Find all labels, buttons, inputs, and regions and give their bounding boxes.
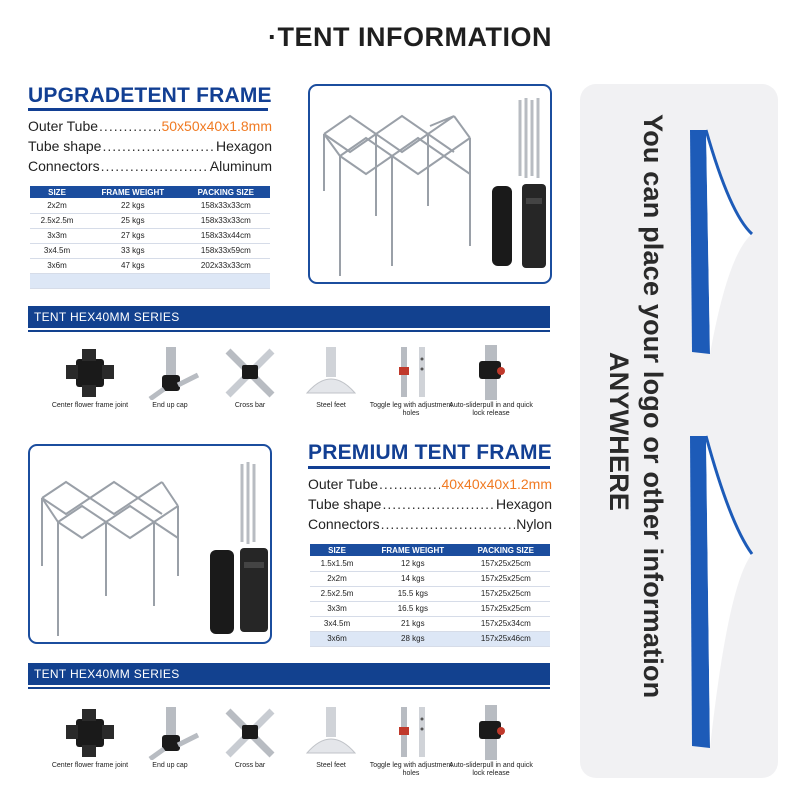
spec-value: Nylon bbox=[516, 516, 552, 532]
cell: 157x25x46cm bbox=[462, 631, 550, 646]
cell: 3x3m bbox=[310, 601, 364, 616]
cell: 22 kgs bbox=[84, 198, 182, 213]
upgrade-spec-table bbox=[30, 186, 270, 289]
part-cross-bar bbox=[205, 345, 295, 410]
table-row bbox=[310, 631, 550, 646]
upgrade-spec-connectors bbox=[28, 158, 272, 174]
cell: 2x2m bbox=[310, 571, 364, 586]
slider-lock-icon bbox=[461, 705, 521, 760]
col-size: SIZE bbox=[310, 544, 364, 556]
table-row bbox=[30, 228, 270, 243]
cell: 157x25x25cm bbox=[462, 556, 550, 571]
end-cap-icon bbox=[140, 705, 200, 760]
band-underline bbox=[28, 687, 550, 689]
cell: 3x4.5m bbox=[30, 243, 84, 258]
premium-frame-photo bbox=[28, 444, 272, 644]
cell: 47 kgs bbox=[84, 258, 182, 273]
premium-spec-tube-shape bbox=[308, 496, 552, 512]
col-weight: FRAME WEIGHT bbox=[364, 544, 462, 556]
cell: 157x25x25cm bbox=[462, 571, 550, 586]
spec-label: Connectors bbox=[28, 158, 100, 174]
logo-placement-panel bbox=[580, 84, 778, 778]
cross-bar-icon bbox=[220, 705, 280, 760]
cell: 2.5x2.5m bbox=[310, 586, 364, 601]
spec-value: Aluminum bbox=[209, 158, 272, 174]
spec-label: Outer Tube bbox=[28, 118, 99, 134]
col-weight: FRAME WEIGHT bbox=[84, 186, 182, 198]
flower-joint-icon bbox=[60, 705, 120, 760]
part-steel-feet bbox=[286, 345, 376, 410]
premium-spec-outer-tube bbox=[308, 476, 552, 492]
flower-joint-icon bbox=[60, 345, 120, 400]
table-row bbox=[310, 616, 550, 631]
premium-heading-underline bbox=[308, 466, 550, 469]
part-label: Toggle leg with adjustment holes bbox=[369, 762, 453, 777]
side-panel-line-2: ANYWHERE bbox=[604, 352, 634, 512]
part-label: Auto-sliderpull in and quick lock release bbox=[449, 402, 533, 417]
toggle-leg-icon bbox=[381, 345, 441, 400]
table-row-blank bbox=[30, 273, 270, 288]
part-label: End up cap bbox=[152, 762, 188, 769]
part-label: Center flower frame joint bbox=[51, 762, 129, 769]
part-cross-bar bbox=[205, 705, 295, 770]
cell: 27 kgs bbox=[84, 228, 182, 243]
col-packing: PACKING SIZE bbox=[462, 544, 550, 556]
page-title: ·TENT INFORMATION bbox=[268, 22, 552, 52]
cell: 158x33x59cm bbox=[182, 243, 270, 258]
series-band-2 bbox=[28, 663, 550, 685]
premium-spec-table bbox=[310, 544, 550, 647]
cell: 3x6m bbox=[30, 258, 84, 273]
spec-value: 40x40x40x1.2mm bbox=[441, 476, 552, 492]
cell: 3x3m bbox=[30, 228, 84, 243]
end-cap-icon bbox=[140, 345, 200, 400]
spec-label: Tube shape bbox=[28, 138, 102, 154]
part-label: Toggle leg with adjustment holes bbox=[369, 402, 453, 417]
cell: 2.5x2.5m bbox=[30, 213, 84, 228]
cell: 157x25x25cm bbox=[462, 586, 550, 601]
cell: 25 kgs bbox=[84, 213, 182, 228]
table-row bbox=[310, 601, 550, 616]
upgrade-heading: UPGRADETENT FRAME bbox=[28, 84, 272, 107]
spec-value: 50x50x40x1.8mm bbox=[161, 118, 272, 134]
upgrade-spec-tube-shape bbox=[28, 138, 272, 154]
cell: 3x6m bbox=[310, 631, 364, 646]
cell: 157x25x25cm bbox=[462, 601, 550, 616]
upgrade-heading-underline bbox=[28, 108, 268, 111]
table-row bbox=[30, 198, 270, 213]
part-steel-feet bbox=[286, 705, 376, 770]
spec-value: Hexagon bbox=[495, 496, 552, 512]
table-row bbox=[30, 243, 270, 258]
spec-value: Hexagon bbox=[215, 138, 272, 154]
part-label: Cross bar bbox=[234, 762, 266, 769]
table-header-row bbox=[310, 544, 550, 556]
cell: 2x2m bbox=[30, 198, 84, 213]
spec-label: Connectors bbox=[308, 516, 380, 532]
series-band-label: TENT HEX40MM SERIES bbox=[34, 667, 180, 681]
part-label: Steel feet bbox=[316, 402, 346, 409]
spec-label: Tube shape bbox=[308, 496, 382, 512]
part-slider-lock bbox=[446, 705, 536, 778]
cell: 202x33x33cm bbox=[182, 258, 270, 273]
cell: 16.5 kgs bbox=[364, 601, 462, 616]
part-flower-joint bbox=[45, 345, 135, 410]
part-flower-joint bbox=[45, 705, 135, 770]
part-toggle-leg bbox=[366, 345, 456, 418]
part-slider-lock bbox=[446, 345, 536, 418]
premium-heading: PREMIUM TENT FRAME bbox=[308, 441, 552, 464]
spec-label: Outer Tube bbox=[308, 476, 379, 492]
part-label: Steel feet bbox=[316, 762, 346, 769]
table-row bbox=[310, 556, 550, 571]
steel-feet-icon bbox=[301, 705, 361, 760]
series-band-1 bbox=[28, 306, 550, 328]
tent-frame-image bbox=[30, 446, 272, 644]
slider-lock-icon bbox=[461, 345, 521, 400]
part-label: Auto-sliderpull in and quick lock release bbox=[449, 762, 533, 777]
cross-bar-icon bbox=[220, 345, 280, 400]
upgrade-frame-photo bbox=[308, 84, 552, 284]
cell: 3x4.5m bbox=[310, 616, 364, 631]
col-size: SIZE bbox=[30, 186, 84, 198]
table-row bbox=[310, 586, 550, 601]
cell: 21 kgs bbox=[364, 616, 462, 631]
tent-frame-image bbox=[310, 86, 552, 284]
upgrade-spec-outer-tube bbox=[28, 118, 272, 134]
part-end-cap bbox=[125, 705, 215, 770]
table-row bbox=[310, 571, 550, 586]
table-row bbox=[30, 258, 270, 273]
part-end-cap bbox=[125, 345, 215, 410]
cell: 158x33x44cm bbox=[182, 228, 270, 243]
cell: 28 kgs bbox=[364, 631, 462, 646]
part-toggle-leg bbox=[366, 705, 456, 778]
steel-feet-icon bbox=[301, 345, 361, 400]
part-label: Center flower frame joint bbox=[51, 402, 129, 409]
band-underline bbox=[28, 330, 550, 332]
cell: 15.5 kgs bbox=[364, 586, 462, 601]
cell: 157x25x34cm bbox=[462, 616, 550, 631]
cell: 158x33x33cm bbox=[182, 198, 270, 213]
part-label: Cross bar bbox=[234, 402, 266, 409]
cell: 12 kgs bbox=[364, 556, 462, 571]
part-label: End up cap bbox=[152, 402, 188, 409]
toggle-leg-icon bbox=[381, 705, 441, 760]
cell: 1.5x1.5m bbox=[310, 556, 364, 571]
premium-spec-connectors bbox=[308, 516, 552, 532]
table-row bbox=[30, 213, 270, 228]
cell: 158x33x33cm bbox=[182, 213, 270, 228]
cell: 14 kgs bbox=[364, 571, 462, 586]
side-panel-text bbox=[580, 84, 778, 778]
col-packing: PACKING SIZE bbox=[182, 186, 270, 198]
table-header-row bbox=[30, 186, 270, 198]
cell: 33 kgs bbox=[84, 243, 182, 258]
side-panel-line-1: You can place your logo or other information bbox=[638, 114, 668, 699]
series-band-label: TENT HEX40MM SERIES bbox=[34, 310, 180, 324]
